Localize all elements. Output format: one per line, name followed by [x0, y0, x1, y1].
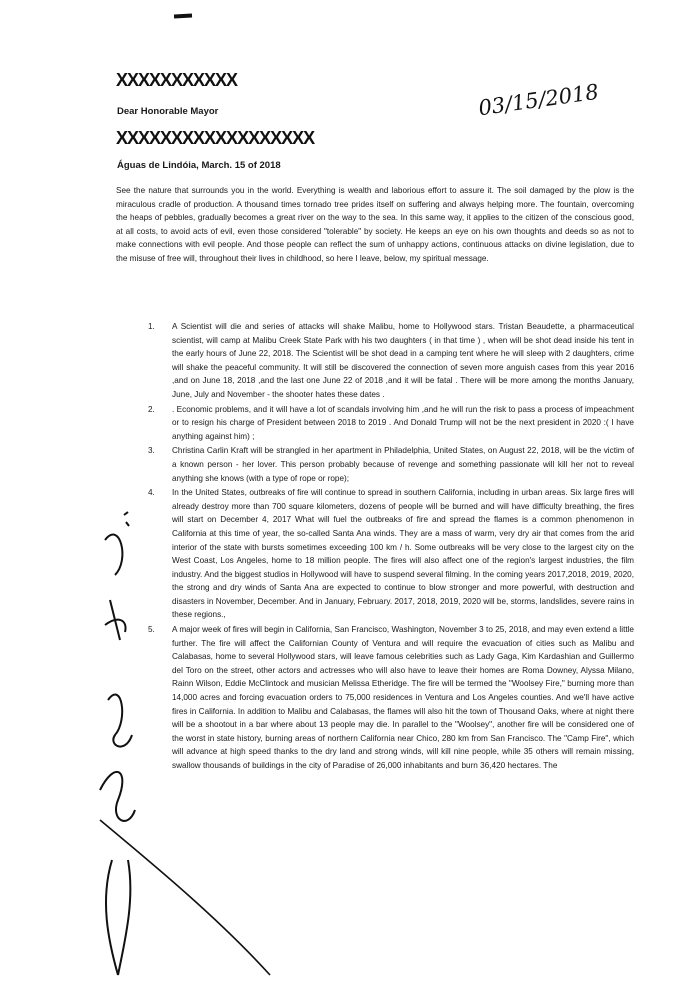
list-item-text: In the United States, outbreaks of fire will continue to spread in southern California, including in urban areas. Six large fires will already destroy more than 700 square kilometers, dozens of people will be burned and will have difficulty breathing, the fires will start on December 4, 2017 What will fuel the outbreaks of fire and spread the flames is a common phenomenon in California at this time of year, the so-called Santa Ana winds. They are a mass of warm, very dry air that comes from the arid interior of the state with bursts sometimes exceeding 100 km / h. Some outbreaks will be very close to the largest city on the West Coast, Los Angeles, home to 18 million people. The fires will also affect one of the region's largest industries, the film industry. And the biggest studios in Hollywood will have to suspend several filming. In the coming years 2017,2018, 2019, 2020, the strong and dry winds of Santa Ana are expected to continue to blow stronger and more powerful, with destruction and disasters in November, December. And in January, February. 2017, 2018, 2019, 2020 will be, storms, landslides, severe rains in these regions.,	[172, 488, 634, 620]
list-item-text: Christina Carlin Kraft will be strangled in her apartment in Philadelphia, United States, on August 22, 2018, will be the victim of a known person - her lover. This person probably because of revenge and something passionate will kill her not to reveal anything she knows (with a type of rope or rope);	[172, 446, 634, 483]
list-item	[116, 623, 634, 773]
list-item	[116, 486, 634, 622]
list-item-text: A major week of fires will begin in California, San Francisco, Washington, November 3 to 25, 2018, and may even extend a little further. The fire will affect the Californian County of Ventura and will require the evacuation of cities such as Malibu and Calabasas, home to several Hollywood stars, will leave famous celebrities such as Lady Gaga, Kim Kardashian and Guillermo del Toro on the street, other actors and actresses who will also have to leave their homes are Roma Downey, Alyssa Milano, Rainn Wilson, Eddie McClintock and musician Melissa Etheridge. The fire will be termed the "Woolsey Fire," burning more than 14,000 acres and forcing evacuation orders to 75,000 residences in Ventura and Los Angeles counties. And we'll have active fires in California. In addition to Malibu and Calabasas, the flames will also hit the town of Thousand Oaks, where at night there will be a shootout in a bar where about 13 people may die. In parallel to the "Woolsey", another fire will be considered one of the worst in state history, burning areas of northern California near Chico, 280 km from San Francisco. The "Camp Fire", which will advance at high speed thanks to the dry land and strong winds, will kill nine people, while 35 others will remain missing, swallow thousands of buildings in the city of Paradise of 26,000 inhabitants and burn 36,420 hectares. The	[172, 625, 634, 770]
list-item	[116, 444, 634, 485]
list-number: 2.	[148, 404, 155, 414]
redacted-address: XXXXXXXXXXXXXXXXXX	[116, 128, 315, 148]
handwritten-date-stamp: 03/15/2018	[476, 79, 601, 121]
list-item	[116, 320, 634, 402]
salutation: Dear Honorable Mayor	[117, 106, 219, 117]
redacted-name: XXXXXXXXXXX	[116, 70, 238, 90]
list-item	[116, 403, 634, 444]
prediction-list	[116, 320, 634, 774]
list-item-text: . Economic problems, and it will have a lot of scandals involving him ,and he will run the risk to pass a process of impeachment or to resign his charge of President between 2018 to 2019 . And Donald Trump will not be the next president in 2020 :( I have anything against him) ;	[172, 404, 634, 441]
intro-paragraph: See the nature that surrounds you in the world. Everything is wealth and laborious effort to assure it. The soil damaged by the plow is the miraculous cradle of production. A thousand times tornado tree prides itself on suffering and always helping more. The fountain, overcoming the heaps of pebbles, gradually becomes a great river on the way to the sea. In this same way, it applies to the citizen of the conscious good, at all costs, to avoid acts of evil, even those considered "tolerable" by society. He keeps an eye on his own thoughts and deeds so as not to make connections with evil people. And those people can reflect the sum of unhappy actions, continuous attacks on divine legislation, due to the misuse of free will, throughout their lives in childhood, so here I leave, below, my spiritual message.	[116, 186, 634, 263]
list-number: 4.	[148, 488, 155, 498]
list-number: 5.	[148, 625, 155, 635]
dateline: Águas de Lindóia, March. 15 of 2018	[117, 160, 281, 171]
list-number: 3.	[148, 446, 155, 456]
list-number: 1.	[148, 322, 155, 331]
ink-mark	[174, 14, 192, 19]
list-item-text: A Scientist will die and series of attacks will shake Malibu, home to Hollywood stars. Tristan Beaudette, a pharmaceutical scientist, will camp at Malibu Creek State Park with his two daughters ( in that time ) , when will be shot dead inside his tent in the early hours of June 22, 2018. The Scientist will be shot dead in a camping tent where he will sleep with 2 daughters, crime will shake the peaceful community. It will still be discovered the connection of seven more anguish cases from this year 2016 ,and on June 18, 2018 ,and the last one June 22 of 2018 ,and it will be fatal . There will be more among the months January, June, July and November - the shooter hates these dates .	[172, 322, 634, 399]
